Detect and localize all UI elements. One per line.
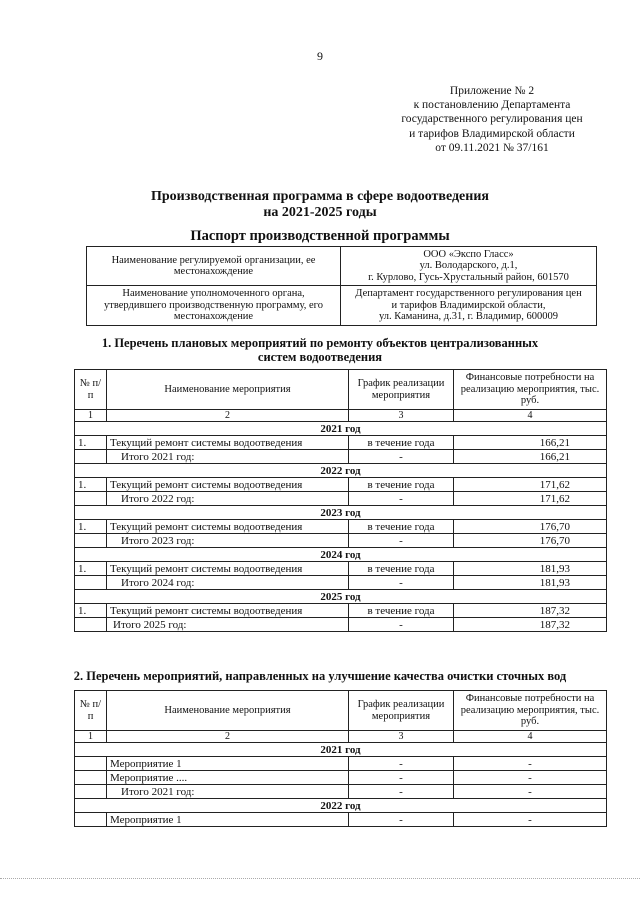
row-num (75, 534, 107, 548)
table-row (75, 478, 607, 492)
scan-edge-line (0, 878, 640, 880)
appendix-line: государственного регулирования цен (401, 113, 583, 126)
row-schedule: в течение года (349, 562, 454, 576)
passport-label: Наименование регулируемой организации, ее местонахождение (87, 247, 341, 286)
passport-value-line: ул. Каманина, д.31, г. Владимир, 600009 (378, 311, 559, 323)
passport-table (86, 246, 597, 326)
table-index-row (75, 410, 607, 422)
row-num (75, 785, 107, 799)
table-row (75, 813, 607, 827)
table-row (75, 436, 607, 450)
year-label: 2023 год (75, 506, 607, 520)
col-name-header: Наименование мероприятия (107, 370, 349, 410)
row-schedule: в течение года (349, 604, 454, 618)
passport-value-line: г. Курлово, Гусь-Хрустальный район, 601570 (368, 271, 569, 283)
total-label: Итого 2024 год: (107, 576, 349, 590)
row-schedule: - (349, 576, 454, 590)
row-schedule: - (349, 618, 454, 632)
table-row (75, 757, 607, 771)
year-row (75, 799, 607, 813)
passport-label: Наименование уполномоченного органа, утвердившего производственную программу, его местонахождение (87, 286, 341, 326)
row-schedule: в течение года (349, 478, 454, 492)
total-amount: 176,70 (454, 534, 607, 548)
index-cell: 2 (107, 410, 349, 422)
year-row (75, 590, 607, 604)
row-schedule: - (349, 534, 454, 548)
col-num-header: № п/п (75, 691, 107, 731)
total-label: Итого 2022 год: (107, 492, 349, 506)
total-amount: 181,93 (454, 576, 607, 590)
index-cell: 4 (454, 731, 607, 743)
row-schedule: - (349, 771, 454, 785)
year-label: 2025 год (75, 590, 607, 604)
table-row (75, 562, 607, 576)
treatment-quality-table (74, 690, 607, 827)
title-line: Производственная программа в сфере водоотведения (151, 189, 489, 204)
row-name: Текущий ремонт системы водоотведения (107, 562, 349, 576)
index-cell: 1 (75, 410, 107, 422)
col-finance-header: Финансовые потребности на реализацию мероприятия, тыс. руб. (454, 691, 607, 731)
year-label: 2024 год (75, 548, 607, 562)
total-row (75, 785, 607, 799)
passport-heading: Паспорт производственной программы (190, 228, 450, 244)
row-schedule: в течение года (349, 436, 454, 450)
row-num (75, 492, 107, 506)
row-amount: 176,70 (454, 520, 607, 534)
row-schedule: - (349, 785, 454, 799)
total-label: Итого 2021 год: (107, 785, 349, 799)
total-row (75, 618, 607, 632)
row-amount: 171,62 (454, 478, 607, 492)
index-cell: 2 (107, 731, 349, 743)
row-amount: - (454, 757, 607, 771)
total-label: Итого 2025 год: (107, 618, 349, 632)
index-cell: 3 (349, 731, 454, 743)
col-schedule-header: График реализации мероприятия (349, 370, 454, 410)
appendix-line: Приложение № 2 (449, 85, 535, 97)
row-name: Текущий ремонт системы водоотведения (107, 520, 349, 534)
passport-row (87, 247, 597, 286)
appendix-line: к постановлению Департамента (413, 99, 571, 112)
year-label: 2021 год (75, 422, 607, 436)
table-header-row (75, 370, 607, 410)
row-name: Мероприятие 1 (107, 813, 349, 827)
section-heading-line: 1. Перечень плановых мероприятий по ремонту объектов централизованных (101, 336, 539, 350)
total-amount: 166,21 (454, 450, 607, 464)
row-num: 1. (75, 478, 107, 492)
row-num (75, 576, 107, 590)
total-row (75, 492, 607, 506)
total-amount: 187,32 (454, 618, 607, 632)
passport-value-line: и тарифов Владимирской области, (391, 299, 546, 311)
section2-heading: 2. Перечень мероприятий, направленных на улучшение качества очистки сточных вод (73, 669, 567, 683)
total-amount: - (454, 785, 607, 799)
row-amount: - (454, 771, 607, 785)
table-row (75, 520, 607, 534)
row-schedule: в течение года (349, 520, 454, 534)
row-name: Текущий ремонт системы водоотведения (107, 478, 349, 492)
total-row (75, 450, 607, 464)
year-row (75, 422, 607, 436)
year-row (75, 743, 607, 757)
row-num: 1. (75, 562, 107, 576)
total-label: Итого 2023 год: (107, 534, 349, 548)
page-number: 9 (317, 49, 323, 63)
year-row (75, 464, 607, 478)
row-schedule: - (349, 813, 454, 827)
year-row (75, 506, 607, 520)
index-cell: 3 (349, 410, 454, 422)
row-schedule: - (349, 450, 454, 464)
row-name: Мероприятие 1 (107, 757, 349, 771)
total-row (75, 534, 607, 548)
passport-value (341, 247, 597, 286)
row-name: Текущий ремонт системы водоотведения (107, 604, 349, 618)
year-row (75, 548, 607, 562)
row-amount: 181,93 (454, 562, 607, 576)
section-heading-line: систем водоотведения (257, 350, 383, 364)
row-amount: 166,21 (454, 436, 607, 450)
passport-row (87, 286, 597, 326)
year-label: 2021 год (75, 743, 607, 757)
row-schedule: - (349, 757, 454, 771)
row-num: 1. (75, 520, 107, 534)
repair-plan-table (74, 369, 607, 632)
appendix-line: от 09.11.2021 № 37/161 (435, 141, 549, 154)
passport-value-line: ул. Володарского, д.1, (419, 260, 518, 272)
row-name: Текущий ремонт системы водоотведения (107, 436, 349, 450)
passport-value (341, 286, 597, 326)
year-label: 2022 год (75, 799, 607, 813)
row-num (75, 813, 107, 827)
col-name-header: Наименование мероприятия (107, 691, 349, 731)
row-num: 1. (75, 604, 107, 618)
year-label: 2022 год (75, 464, 607, 478)
section1-heading (0, 336, 640, 364)
row-name: Мероприятие .... (107, 771, 349, 785)
row-num (75, 450, 107, 464)
row-num (75, 771, 107, 785)
passport-value-line: ООО «Экспо Гласс» (423, 248, 514, 260)
col-num-header: № п/п (75, 370, 107, 410)
row-num: 1. (75, 436, 107, 450)
col-schedule-header: График реализации мероприятия (349, 691, 454, 731)
title-line: на 2021-2025 годы (263, 205, 377, 220)
table-row (75, 771, 607, 785)
row-amount: - (454, 813, 607, 827)
total-amount: 171,62 (454, 492, 607, 506)
col-finance-header: Финансовые потребности на реализацию мероприятия, тыс. руб. (454, 370, 607, 410)
table-index-row (75, 731, 607, 743)
row-amount: 187,32 (454, 604, 607, 618)
document-title (0, 189, 640, 221)
index-cell: 1 (75, 731, 107, 743)
row-num (75, 618, 107, 632)
table-header-row (75, 691, 607, 731)
appendix-block (392, 84, 592, 155)
index-cell: 4 (454, 410, 607, 422)
total-label: Итого 2021 год: (107, 450, 349, 464)
row-schedule: - (349, 492, 454, 506)
row-num (75, 757, 107, 771)
passport-value-line: Департамент государственного регулирования цен (355, 288, 582, 300)
total-row (75, 576, 607, 590)
appendix-line: и тарифов Владимирской области (409, 127, 575, 140)
table-row (75, 604, 607, 618)
